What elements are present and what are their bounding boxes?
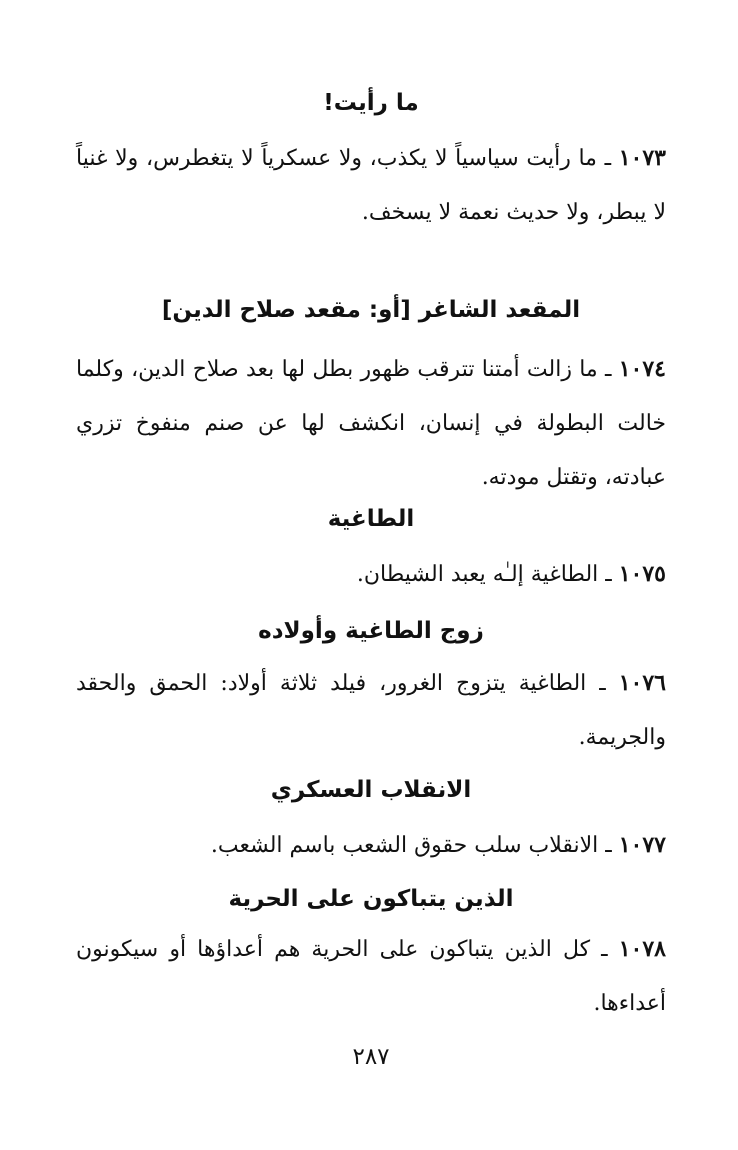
section-heading-1075: الطاغية (327, 506, 415, 532)
section-heading-1073: ما رأيت! (323, 90, 419, 116)
paragraph-1076 (76, 656, 666, 765)
entry-number-1076: ١٠٧٦ (618, 670, 666, 696)
paragraph-1074 (76, 342, 666, 505)
entry-number-1077: ١٠٧٧ (618, 832, 666, 858)
page-number: ٢٨٧ (352, 1044, 390, 1070)
entry-text-1075: ـ الطاغية إلـٰه يعبد الشيطان. (356, 562, 612, 587)
paragraph-1078 (76, 922, 666, 1031)
entry-text-1077: ـ الانقلاب سلب حقوق الشعب باسم الشعب. (210, 833, 612, 858)
entry-number-1078: ١٠٧٨ (618, 936, 666, 962)
section-heading-1076: زوج الطاغية وأولاده (258, 618, 484, 644)
section-heading-1078: الذين يتباكون على الحرية (228, 886, 514, 912)
entry-number-1073: ١٠٧٣ (618, 145, 666, 171)
entry-text-1076: ـ الطاغية يتزوج الغرور، فيلد ثلاثة أولاد: الحمق والحقد والجريمة. (76, 671, 666, 750)
section-heading-1074: المقعد الشاغر [أو: مقعد صلاح الدين] (161, 297, 581, 323)
paragraph-1075 (76, 547, 666, 602)
entry-number-1074: ١٠٧٤ (618, 356, 666, 382)
entry-text-1074: ـ ما زالت أمتنا تترقب ظهور بطل لها بعد صلاح الدين، وكلما خالت البطولة في إنسان، انكشف لها عن صنم منفوخ تزري عبادته، وتقتل مودته. (76, 357, 666, 490)
section-heading-1077: الانقلاب العسكري (270, 777, 472, 803)
entry-text-1073: ـ ما رأيت سياسياً لا يكذب، ولا عسكرياً لا يتغطرس، ولا غنياً لا يبطر، ولا حديث نعمة لا يسخف. (76, 146, 666, 225)
entry-number-1075: ١٠٧٥ (618, 561, 666, 587)
book-page (76, 0, 666, 1150)
entry-text-1078: ـ كل الذين يتباكون على الحرية هم أعداؤها أو سيكونون أعداءها. (76, 937, 666, 1016)
paragraph-1077 (76, 818, 666, 873)
paragraph-1073 (76, 131, 666, 240)
